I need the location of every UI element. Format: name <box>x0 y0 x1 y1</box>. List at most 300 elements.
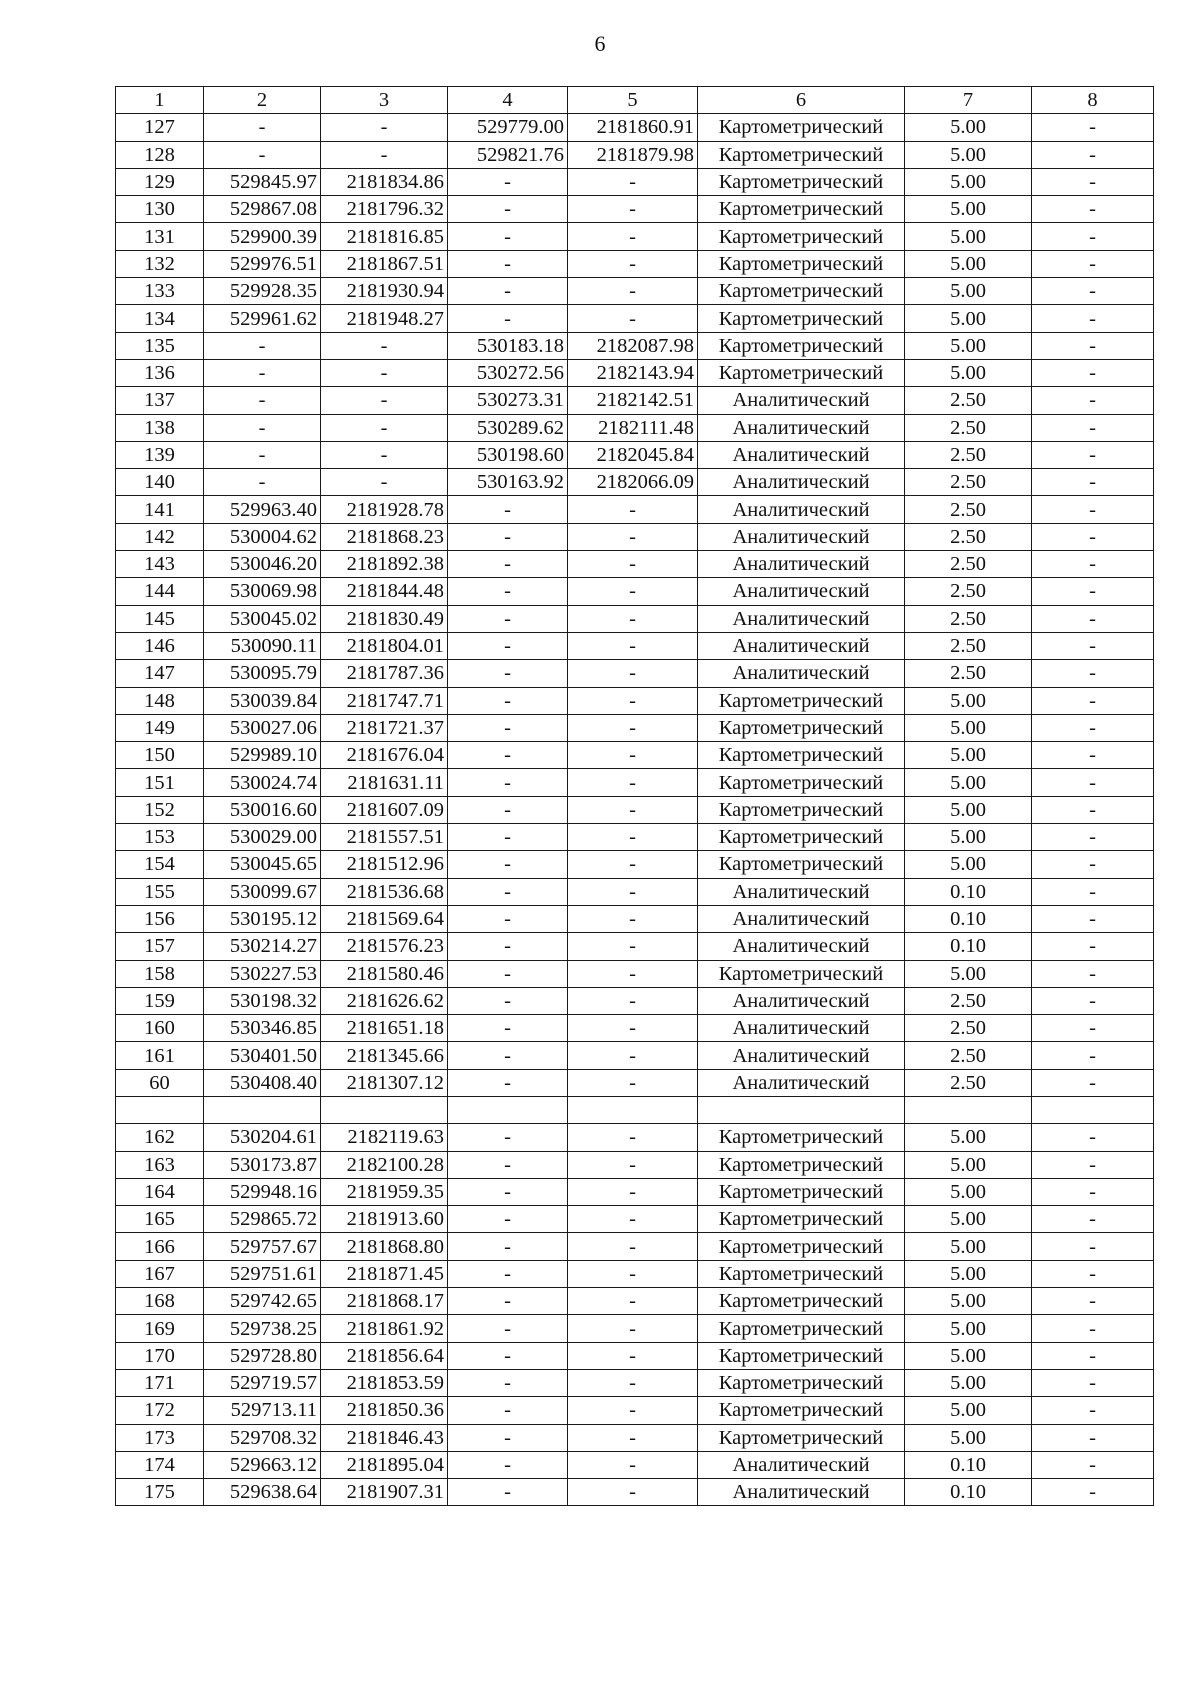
y-new-cell: - <box>568 1397 698 1424</box>
table-row <box>116 1315 1154 1342</box>
method-cell: Аналитический <box>698 660 905 687</box>
x-new-cell: - <box>448 1451 568 1478</box>
y-existing-cell: 2181569.64 <box>321 905 448 932</box>
y-new-cell: - <box>568 769 698 796</box>
x-new-cell <box>448 1096 568 1123</box>
accuracy-cell: 5.00 <box>905 1315 1032 1342</box>
table-row <box>116 1069 1154 1096</box>
accuracy-cell: 5.00 <box>905 1124 1032 1151</box>
point-number-cell: 170 <box>116 1342 204 1369</box>
method-cell: Аналитический <box>698 878 905 905</box>
y-existing-cell: 2181536.68 <box>321 878 448 905</box>
table-row <box>116 987 1154 1014</box>
method-cell: Аналитический <box>698 496 905 523</box>
y-new-cell: - <box>568 578 698 605</box>
table-row <box>116 1369 1154 1396</box>
accuracy-cell: 2.50 <box>905 632 1032 659</box>
point-number-cell: 172 <box>116 1397 204 1424</box>
x-new-cell: - <box>448 1069 568 1096</box>
accuracy-cell: 5.00 <box>905 1151 1032 1178</box>
y-new-cell: - <box>568 250 698 277</box>
note-cell: - <box>1032 223 1154 250</box>
x-new-cell: - <box>448 1233 568 1260</box>
accuracy-cell: 2.50 <box>905 660 1032 687</box>
point-number-cell <box>116 1096 204 1123</box>
table-row <box>116 523 1154 550</box>
note-cell: - <box>1032 824 1154 851</box>
y-existing-cell: 2181892.38 <box>321 551 448 578</box>
note-cell: - <box>1032 605 1154 632</box>
table-row <box>116 1342 1154 1369</box>
table-row <box>116 824 1154 851</box>
y-existing-cell: 2181676.04 <box>321 742 448 769</box>
y-existing-cell: 2181787.36 <box>321 660 448 687</box>
point-number-cell: 146 <box>116 632 204 659</box>
y-existing-cell: 2181948.27 <box>321 305 448 332</box>
table-row <box>116 796 1154 823</box>
note-cell: - <box>1032 742 1154 769</box>
table-row <box>116 1124 1154 1151</box>
y-new-cell: - <box>568 660 698 687</box>
method-cell: Картометрический <box>698 196 905 223</box>
point-number-cell: 144 <box>116 578 204 605</box>
accuracy-cell: 2.50 <box>905 578 1032 605</box>
note-cell: - <box>1032 687 1154 714</box>
y-new-cell: 2182066.09 <box>568 469 698 496</box>
table-row <box>116 359 1154 386</box>
point-number-cell: 141 <box>116 496 204 523</box>
y-existing-cell: 2181626.62 <box>321 987 448 1014</box>
y-existing-cell: 2181907.31 <box>321 1479 448 1506</box>
x-new-cell: - <box>448 960 568 987</box>
x-new-cell: 529779.00 <box>448 114 568 141</box>
accuracy-cell: 2.50 <box>905 523 1032 550</box>
method-cell: Аналитический <box>698 632 905 659</box>
point-number-cell: 151 <box>116 769 204 796</box>
note-cell: - <box>1032 1151 1154 1178</box>
accuracy-cell: 2.50 <box>905 1042 1032 1069</box>
note-cell: - <box>1032 1288 1154 1315</box>
method-cell: Картометрический <box>698 332 905 359</box>
point-number-cell: 161 <box>116 1042 204 1069</box>
note-cell: - <box>1032 305 1154 332</box>
point-number-cell: 160 <box>116 1015 204 1042</box>
method-cell: Аналитический <box>698 523 905 550</box>
x-existing-cell: - <box>204 441 321 468</box>
accuracy-cell: 5.00 <box>905 223 1032 250</box>
y-new-cell: - <box>568 305 698 332</box>
y-existing-cell: - <box>321 441 448 468</box>
x-new-cell: 530273.31 <box>448 387 568 414</box>
method-cell: Картометрический <box>698 223 905 250</box>
point-number-cell: 129 <box>116 168 204 195</box>
method-cell: Картометрический <box>698 114 905 141</box>
x-existing-cell: 530227.53 <box>204 960 321 987</box>
x-existing-cell: 529928.35 <box>204 278 321 305</box>
table-row <box>116 1451 1154 1478</box>
x-existing-cell: 530027.06 <box>204 714 321 741</box>
method-cell: Картометрический <box>698 796 905 823</box>
x-new-cell: - <box>448 987 568 1014</box>
accuracy-cell: 2.50 <box>905 605 1032 632</box>
accuracy-cell: 5.00 <box>905 1178 1032 1205</box>
table-row <box>116 742 1154 769</box>
y-existing-cell: - <box>321 469 448 496</box>
y-new-cell: - <box>568 851 698 878</box>
table-row <box>116 1288 1154 1315</box>
method-cell <box>698 1096 905 1123</box>
y-new-cell: - <box>568 278 698 305</box>
x-new-cell: - <box>448 1178 568 1205</box>
x-new-cell: 530183.18 <box>448 332 568 359</box>
x-new-cell: - <box>448 1206 568 1233</box>
method-cell: Картометрический <box>698 1369 905 1396</box>
table-row <box>116 114 1154 141</box>
x-existing-cell: 529638.64 <box>204 1479 321 1506</box>
y-existing-cell: 2181895.04 <box>321 1451 448 1478</box>
x-existing-cell: 529738.25 <box>204 1315 321 1342</box>
y-existing-cell: 2181796.32 <box>321 196 448 223</box>
x-existing-cell: 530046.20 <box>204 551 321 578</box>
point-number-cell: 169 <box>116 1315 204 1342</box>
point-number-cell: 134 <box>116 305 204 332</box>
x-existing-cell: 529963.40 <box>204 496 321 523</box>
x-new-cell: - <box>448 824 568 851</box>
y-existing-cell: 2181853.59 <box>321 1369 448 1396</box>
table-row <box>116 960 1154 987</box>
y-new-cell: - <box>568 1479 698 1506</box>
x-existing-cell: 529845.97 <box>204 168 321 195</box>
method-cell: Картометрический <box>698 742 905 769</box>
y-new-cell: - <box>568 1206 698 1233</box>
x-existing-cell: 530095.79 <box>204 660 321 687</box>
x-existing-cell: 530039.84 <box>204 687 321 714</box>
point-number-cell: 158 <box>116 960 204 987</box>
note-cell: - <box>1032 551 1154 578</box>
note-cell: - <box>1032 196 1154 223</box>
y-new-cell: - <box>568 1151 698 1178</box>
x-new-cell: - <box>448 1479 568 1506</box>
method-cell: Аналитический <box>698 1479 905 1506</box>
note-cell: - <box>1032 905 1154 932</box>
y-existing-cell: 2181651.18 <box>321 1015 448 1042</box>
x-existing-cell: 529900.39 <box>204 223 321 250</box>
accuracy-cell: 0.10 <box>905 933 1032 960</box>
table-row <box>116 1015 1154 1042</box>
note-cell: - <box>1032 578 1154 605</box>
point-number-cell: 130 <box>116 196 204 223</box>
y-new-cell: - <box>568 878 698 905</box>
note-cell: - <box>1032 1015 1154 1042</box>
point-number-cell: 150 <box>116 742 204 769</box>
method-cell: Картометрический <box>698 278 905 305</box>
point-number-cell: 152 <box>116 796 204 823</box>
point-number-cell: 165 <box>116 1206 204 1233</box>
y-new-cell: 2181860.91 <box>568 114 698 141</box>
y-new-cell: - <box>568 551 698 578</box>
x-existing-cell: - <box>204 387 321 414</box>
x-existing-cell: 530004.62 <box>204 523 321 550</box>
x-existing-cell: 529728.80 <box>204 1342 321 1369</box>
y-existing-cell: 2182100.28 <box>321 1151 448 1178</box>
table-row <box>116 1178 1154 1205</box>
y-existing-cell: 2181576.23 <box>321 933 448 960</box>
accuracy-cell: 5.00 <box>905 168 1032 195</box>
accuracy-cell: 5.00 <box>905 250 1032 277</box>
table-row <box>116 551 1154 578</box>
table-row <box>116 578 1154 605</box>
note-cell: - <box>1032 987 1154 1014</box>
x-existing-cell: 529713.11 <box>204 1397 321 1424</box>
x-existing-cell: 530045.65 <box>204 851 321 878</box>
y-new-cell: - <box>568 824 698 851</box>
y-existing-cell: 2181928.78 <box>321 496 448 523</box>
x-new-cell: 530198.60 <box>448 441 568 468</box>
x-new-cell: - <box>448 578 568 605</box>
method-cell: Картометрический <box>698 1233 905 1260</box>
y-existing-cell: 2181868.23 <box>321 523 448 550</box>
y-existing-cell: 2181959.35 <box>321 1178 448 1205</box>
accuracy-cell: 5.00 <box>905 1424 1032 1451</box>
point-number-cell: 159 <box>116 987 204 1014</box>
point-number-cell: 156 <box>116 905 204 932</box>
method-cell: Картометрический <box>698 168 905 195</box>
x-existing-cell: - <box>204 141 321 168</box>
x-new-cell: - <box>448 1042 568 1069</box>
y-existing-cell: 2181307.12 <box>321 1069 448 1096</box>
note-cell: - <box>1032 1315 1154 1342</box>
x-existing-cell: 530408.40 <box>204 1069 321 1096</box>
method-cell: Аналитический <box>698 469 905 496</box>
point-number-cell: 136 <box>116 359 204 386</box>
table-row <box>116 1042 1154 1069</box>
point-number-cell: 135 <box>116 332 204 359</box>
y-new-cell: - <box>568 1233 698 1260</box>
y-new-cell: - <box>568 605 698 632</box>
x-new-cell: 529821.76 <box>448 141 568 168</box>
x-new-cell: - <box>448 551 568 578</box>
table-row <box>116 878 1154 905</box>
point-number-cell: 133 <box>116 278 204 305</box>
point-number-cell: 131 <box>116 223 204 250</box>
x-new-cell: - <box>448 523 568 550</box>
note-cell: - <box>1032 1424 1154 1451</box>
x-existing-cell: 529757.67 <box>204 1233 321 1260</box>
point-number-cell: 148 <box>116 687 204 714</box>
method-cell: Картометрический <box>698 1342 905 1369</box>
method-cell: Картометрический <box>698 1206 905 1233</box>
method-cell: Аналитический <box>698 1015 905 1042</box>
x-existing-cell: 530173.87 <box>204 1151 321 1178</box>
method-cell: Аналитический <box>698 551 905 578</box>
accuracy-cell: 5.00 <box>905 1342 1032 1369</box>
accuracy-cell: 2.50 <box>905 441 1032 468</box>
point-number-cell: 157 <box>116 933 204 960</box>
x-existing-cell: 530204.61 <box>204 1124 321 1151</box>
header-cell: 4 <box>448 87 568 114</box>
x-existing-cell: - <box>204 414 321 441</box>
point-number-cell: 147 <box>116 660 204 687</box>
x-new-cell: - <box>448 851 568 878</box>
accuracy-cell: 5.00 <box>905 196 1032 223</box>
table-row <box>116 441 1154 468</box>
note-cell: - <box>1032 359 1154 386</box>
accuracy-cell: 2.50 <box>905 1069 1032 1096</box>
x-existing-cell: 529976.51 <box>204 250 321 277</box>
y-new-cell: 2181879.98 <box>568 141 698 168</box>
table-row <box>116 250 1154 277</box>
point-number-cell: 60 <box>116 1069 204 1096</box>
header-cell: 1 <box>116 87 204 114</box>
method-cell: Картометрический <box>698 960 905 987</box>
y-existing-cell: - <box>321 332 448 359</box>
x-existing-cell: 530029.00 <box>204 824 321 851</box>
coordinates-table <box>115 86 1154 1506</box>
accuracy-cell: 2.50 <box>905 387 1032 414</box>
y-existing-cell: 2181868.17 <box>321 1288 448 1315</box>
accuracy-cell: 5.00 <box>905 960 1032 987</box>
y-existing-cell: 2181830.49 <box>321 605 448 632</box>
point-number-cell: 142 <box>116 523 204 550</box>
y-existing-cell: 2181580.46 <box>321 960 448 987</box>
y-existing-cell <box>321 1096 448 1123</box>
y-new-cell: - <box>568 168 698 195</box>
y-new-cell: - <box>568 1288 698 1315</box>
accuracy-cell <box>905 1096 1032 1123</box>
y-new-cell: - <box>568 1042 698 1069</box>
y-existing-cell: 2181850.36 <box>321 1397 448 1424</box>
method-cell: Аналитический <box>698 987 905 1014</box>
accuracy-cell: 0.10 <box>905 1451 1032 1478</box>
accuracy-cell: 5.00 <box>905 1233 1032 1260</box>
method-cell: Картометрический <box>698 1424 905 1451</box>
note-cell: - <box>1032 469 1154 496</box>
x-existing-cell: 530090.11 <box>204 632 321 659</box>
x-new-cell: - <box>448 168 568 195</box>
x-existing-cell: 529719.57 <box>204 1369 321 1396</box>
method-cell: Картометрический <box>698 687 905 714</box>
method-cell: Аналитический <box>698 933 905 960</box>
method-cell: Картометрический <box>698 1151 905 1178</box>
point-number-cell: 168 <box>116 1288 204 1315</box>
x-existing-cell: 530214.27 <box>204 933 321 960</box>
table-row <box>116 196 1154 223</box>
y-new-cell: 2182111.48 <box>568 414 698 441</box>
x-new-cell: - <box>448 660 568 687</box>
accuracy-cell: 5.00 <box>905 742 1032 769</box>
method-cell: Аналитический <box>698 414 905 441</box>
table-row <box>116 714 1154 741</box>
y-existing-cell: 2181816.85 <box>321 223 448 250</box>
table-row <box>116 141 1154 168</box>
y-new-cell: - <box>568 905 698 932</box>
y-existing-cell: 2181747.71 <box>321 687 448 714</box>
header-cell: 7 <box>905 87 1032 114</box>
table-row <box>116 496 1154 523</box>
table-row <box>116 168 1154 195</box>
accuracy-cell: 2.50 <box>905 496 1032 523</box>
y-existing-cell: 2181345.66 <box>321 1042 448 1069</box>
y-new-cell: 2182143.94 <box>568 359 698 386</box>
x-new-cell: - <box>448 742 568 769</box>
accuracy-cell: 5.00 <box>905 359 1032 386</box>
note-cell: - <box>1032 1042 1154 1069</box>
x-new-cell: - <box>448 605 568 632</box>
note-cell: - <box>1032 1369 1154 1396</box>
y-existing-cell: 2181834.86 <box>321 168 448 195</box>
method-cell: Картометрический <box>698 359 905 386</box>
note-cell: - <box>1032 660 1154 687</box>
x-existing-cell: 529865.72 <box>204 1206 321 1233</box>
accuracy-cell: 0.10 <box>905 878 1032 905</box>
y-new-cell: - <box>568 960 698 987</box>
y-new-cell: 2182045.84 <box>568 441 698 468</box>
point-number-cell: 167 <box>116 1260 204 1287</box>
accuracy-cell: 2.50 <box>905 987 1032 1014</box>
point-number-cell: 162 <box>116 1124 204 1151</box>
accuracy-cell: 5.00 <box>905 141 1032 168</box>
table-row <box>116 905 1154 932</box>
y-existing-cell: 2181868.80 <box>321 1233 448 1260</box>
table-row <box>116 1096 1154 1123</box>
x-new-cell: - <box>448 278 568 305</box>
x-new-cell: - <box>448 1369 568 1396</box>
x-existing-cell: 530024.74 <box>204 769 321 796</box>
note-cell: - <box>1032 496 1154 523</box>
x-new-cell: - <box>448 223 568 250</box>
note-cell: - <box>1032 441 1154 468</box>
header-cell: 3 <box>321 87 448 114</box>
note-cell: - <box>1032 1342 1154 1369</box>
note-cell: - <box>1032 1479 1154 1506</box>
method-cell: Картометрический <box>698 714 905 741</box>
y-existing-cell: 2181913.60 <box>321 1206 448 1233</box>
y-new-cell: - <box>568 1315 698 1342</box>
x-existing-cell: 530069.98 <box>204 578 321 605</box>
x-existing-cell: 529663.12 <box>204 1451 321 1478</box>
method-cell: Аналитический <box>698 1042 905 1069</box>
x-new-cell: - <box>448 1315 568 1342</box>
y-new-cell: - <box>568 632 698 659</box>
x-new-cell: - <box>448 1260 568 1287</box>
x-new-cell: - <box>448 933 568 960</box>
x-existing-cell: 530401.50 <box>204 1042 321 1069</box>
note-cell: - <box>1032 1124 1154 1151</box>
accuracy-cell: 5.00 <box>905 1369 1032 1396</box>
x-existing-cell: 530016.60 <box>204 796 321 823</box>
x-new-cell: - <box>448 196 568 223</box>
method-cell: Картометрический <box>698 1124 905 1151</box>
accuracy-cell: 5.00 <box>905 332 1032 359</box>
method-cell: Аналитический <box>698 1069 905 1096</box>
y-new-cell: - <box>568 523 698 550</box>
y-existing-cell: 2181871.45 <box>321 1260 448 1287</box>
x-existing-cell: 529751.61 <box>204 1260 321 1287</box>
x-new-cell: - <box>448 305 568 332</box>
table-row <box>116 933 1154 960</box>
x-existing-cell: 530198.32 <box>204 987 321 1014</box>
x-new-cell: - <box>448 1424 568 1451</box>
y-new-cell: - <box>568 1069 698 1096</box>
x-existing-cell: - <box>204 469 321 496</box>
note-cell: - <box>1032 278 1154 305</box>
note-cell: - <box>1032 851 1154 878</box>
note-cell: - <box>1032 960 1154 987</box>
table-row <box>116 469 1154 496</box>
accuracy-cell: 5.00 <box>905 114 1032 141</box>
method-cell: Аналитический <box>698 578 905 605</box>
header-cell: 5 <box>568 87 698 114</box>
